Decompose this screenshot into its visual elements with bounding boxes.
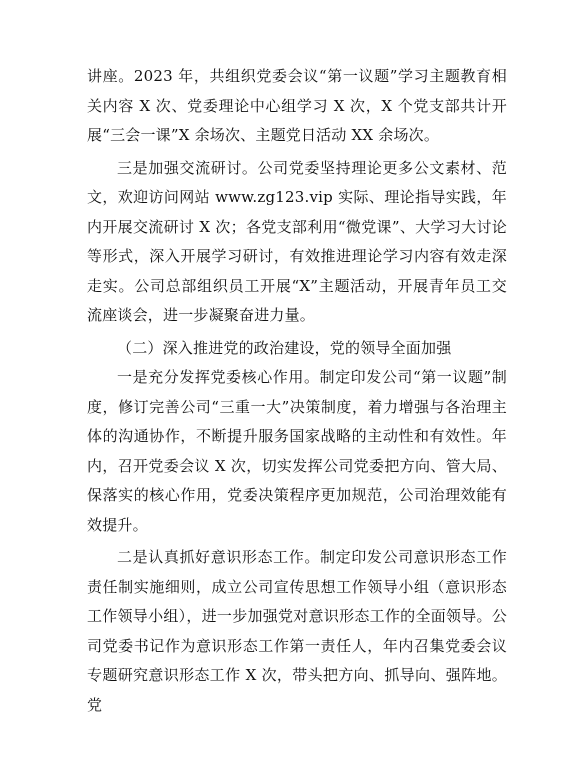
paragraph-exchange-research: 三是加强交流研讨。公司党委坚持理论更多公文素材、范文，欢迎访问网站 www.zg123.vip 实际、理论指导实践，年内开展交流研讨 X 次；各党支部利用“微党课”、大学习大讨论等形式，深入开展学习研讨，有效推进理论学习内容有效走深走实。公司总部组织员工开展“X”主题活动，开展青年员工交流座谈会，进一步凝聚奋进力量。	[87, 158, 507, 324]
document-body	[87, 62, 507, 720]
section-heading-political-construction: （二）深入推进党的政治建设，党的领导全面加强	[117, 338, 452, 357]
paragraph-party-committee-core-role: 一是充分发挥党委核心作用。制定印发公司“第一议题”制度，修订完善公司“三重一大”决策制度，着力增强与各治理主体的沟通协作，不断提升服务国家战略的主动性和有效性。年内，召开党委会议 X 次，切实发挥公司党委把方向、管大局、保落实的核心作用，党委决策程序更加规范，公司治理效能有效提升。	[87, 368, 507, 534]
paragraph-ideology-work: 二是认真抓好意识形态工作。制定印发公司意识形态工作责任制实施细则，成立公司宣传思想工作领导小组（意识形态工作领导小组），进一步加强党对意识形态工作的全面领导。公司党委书记作为意识形态工作第一责任人，年内召集党委会议专题研究意识形态工作 X 次，带头把方向、抓导向、强阵地。党	[87, 548, 507, 714]
paragraph-continuation: 讲座。2023 年，共组织党委会议“第一议题”学习主题教育相关内容 X 次、党委理论中心组学习 X 次，X 个党支部共计开展“三会一课”X 余场次、主题党日活动 XX 余场次。	[87, 67, 507, 144]
